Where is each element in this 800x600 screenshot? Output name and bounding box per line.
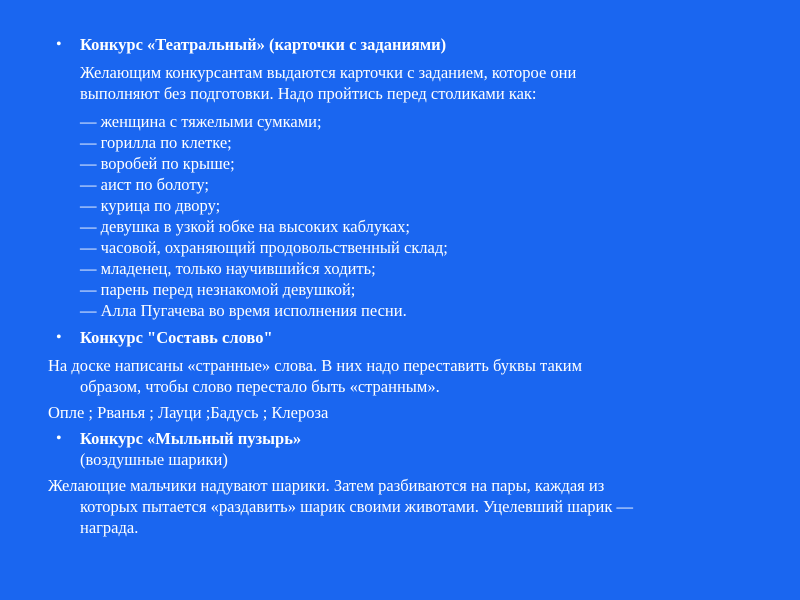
section2-text-line: На доске написаны «странные» слова. В них надо переставить буквы таким	[48, 356, 583, 375]
list-item: — воробей по крыше;	[80, 154, 235, 173]
section3-text-line: которых пытается «раздавить» шарик своими животами. Уцелевший шарик —	[80, 497, 633, 516]
section3-text-line: Желающие мальчики надувают шарики. Затем разбиваются на пары, каждая из	[48, 476, 605, 495]
section3-text-line: награда.	[80, 518, 139, 537]
section1-intro-line: Желающим конкурсантам выдаются карточки с заданием, которое они	[80, 63, 577, 82]
section2-words: Опле ; Рванья ; Лауци ;Бадусь ; Клероза	[48, 403, 329, 422]
bullet-icon: •	[56, 36, 62, 53]
section1-intro-line: выполняют без подготовки. Надо пройтись перед столиками как:	[80, 84, 537, 103]
bullet-icon: •	[56, 430, 62, 447]
list-item: — курица по двору;	[80, 196, 221, 215]
list-item: — младенец, только научившийся ходить;	[80, 259, 376, 278]
list-item: — девушка в узкой юбке на высоких каблуках;	[80, 217, 411, 236]
section3-subtitle: (воздушные шарики)	[80, 450, 228, 469]
list-item: — часовой, охраняющий продовольственный склад;	[80, 238, 448, 257]
list-item: — Алла Пугачева во время исполнения песни.	[80, 301, 407, 320]
list-item: — аист по болоту;	[80, 175, 209, 194]
section2-title: Конкурс "Составь слово"	[80, 328, 273, 347]
section3-title: Конкурс «Мыльный пузырь»	[80, 429, 302, 448]
section1-title: Конкурс «Театральный» (карточки с заданиями)	[80, 35, 447, 54]
list-item: — парень перед незнакомой девушкой;	[80, 280, 356, 299]
section2-text-line: образом, чтобы слово перестало быть «странным».	[80, 377, 440, 396]
bullet-icon: •	[56, 329, 62, 346]
list-item: — женщина с тяжелыми сумками;	[80, 112, 322, 131]
list-item: — горилла по клетке;	[80, 133, 232, 152]
